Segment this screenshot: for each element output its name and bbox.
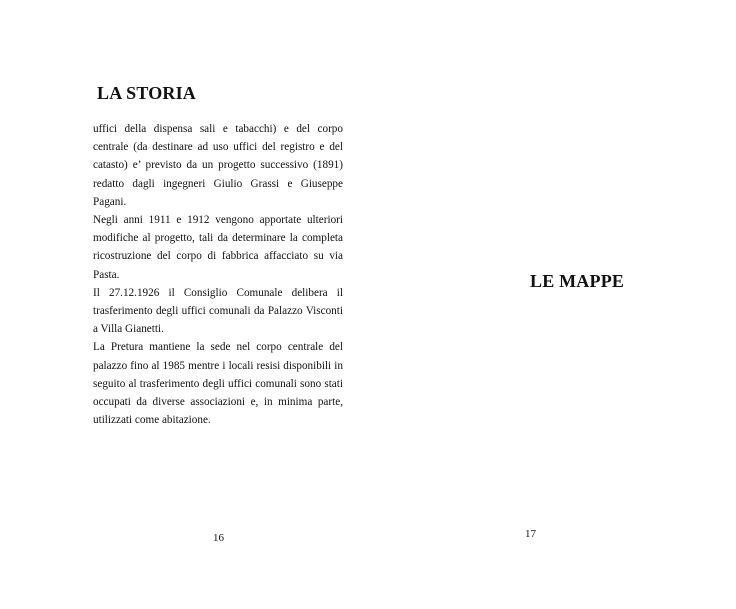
left-page-number: 16 <box>213 532 224 544</box>
right-page-number: 17 <box>525 528 536 540</box>
right-page-title: LE MAPPE <box>530 271 625 291</box>
right-page <box>368 0 736 609</box>
paragraph-3: Il 27.12.1926 il Consiglio Comunale delibera il trasferimento degli uffici comunali da Palazzo Visconti a Villa Gianetti. <box>93 286 343 336</box>
paragraph-4: La Pretura mantiene la sede nel corpo centrale del palazzo fino al 1985 mentre i locali resisi disponibili in seguito al trasferimento degli uffici comunali sono stati occupati da diverse associazioni e, in minima parte, utilizzati come abitazione. <box>93 341 343 427</box>
left-page-body <box>93 120 343 429</box>
paragraph-2: Negli anni 1911 e 1912 vengono apportate ulteriori modifiche al progetto, tali da determinare la completa ricostruzione del corpo di fabbrica affacciato su via Pasta. <box>93 214 343 281</box>
paragraph-1: uffici della dispensa sali e tabacchi) e del corpo centrale (da destinare ad uso uffici del registro e del catasto) e’ previsto da un progetto successivo (1891) redatto dagli ingegneri Giulio Grassi e Giuseppe Pagani. <box>93 123 343 208</box>
left-page-title: LA STORIA <box>97 83 197 103</box>
